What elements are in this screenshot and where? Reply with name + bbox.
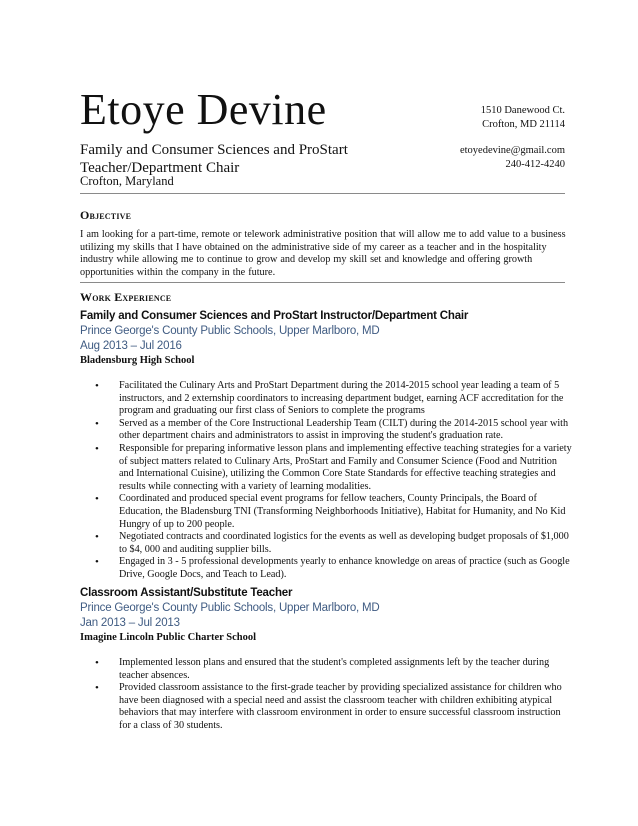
job-school: Imagine Lincoln Public Charter School [80,632,256,643]
duty-item: • Engaged in 3 - 5 professional developments yearly to enhance knowledge on areas of practice (such as Google Drive, Google Docs, and Teach to Lead). [119,556,574,581]
job-title: Family and Consumer Sciences and ProStart Instructor/Department Chair [80,310,469,322]
duty-item: • Served as a member of the Core Instructional Leadership Team (CILT) during the 2014-2015 school year with other department chairs and administrators to assist in improving the student's graduation rate. [119,418,574,443]
job-entry [80,586,570,733]
address-line-1: 1510 Danewood Ct. [480,105,565,116]
contact-block [460,104,565,172]
duty-item: • Negotiated contracts and coordinated logistics for the events as well as developing budget proposals of $1,000 to $4, 000 and auditing supplier bills. [119,531,574,556]
title-line-1: Family and Consumer Sciences and ProStart [80,142,348,158]
candidate-title [80,141,410,177]
address-line-2: Crofton, MD 21114 [482,119,565,130]
duty-item: • Coordinated and produced special event programs for fellow teachers, County Principals, the Board of Education, the Bladensburg TNI (Transforming Neighborhoods Initiative), Habitat for Humanity, and No Kid Hungry of up to 200 people. [119,493,574,531]
job-entry [80,309,570,582]
job-dates: Aug 2013 – Jul 2016 [80,340,182,352]
job-duties-list [80,380,570,582]
job-dates: Jan 2013 – Jul 2013 [80,617,180,629]
objective-divider [80,282,565,283]
duty-item: • Facilitated the Culinary Arts and ProStart Department during the 2014-2015 school year leading a team of 5 instructors, and 2 externship coordinators to increasing department budget, earning ACF accreditation for the program and graduating our first class of Seniors to complete the programs [119,380,574,418]
header-divider [80,193,565,194]
duty-item: • Implemented lesson plans and ensured that the student's completed assignments left by the teacher during teacher absences. [119,657,574,682]
job-title: Classroom Assistant/Substitute Teacher [80,587,293,599]
job-organization: Prince George's County Public Schools, Upper Marlboro, MD [80,325,380,337]
candidate-name: Etoye Devine [80,85,327,134]
candidate-location: Crofton, Maryland [80,174,174,188]
work-experience-heading: Work Experience [80,290,172,304]
job-school: Bladensburg High School [80,355,195,366]
duty-item: • Responsible for preparing informative lesson plans and implementing effective teaching strategies for a variety of subject matters related to Culinary Arts, ProStart and Family and Consumer Science (Food and Nutrition and International Cuisine), utilizing the Common Core State Standards for effective teaching strategies and results while connecting with a variety of learning modalities. [119,443,574,493]
objective-text: I am looking for a part-time, remote or telework administrative position that will allow me to add value to a business utilizing my skills that I have obtained on the administrative side of my career as a teacher and in the hospitality industry while allowing me to continue to grow and develop my skill set and knowledge and offering growth opportunities within the company in the future. [80,229,566,278]
duty-item: • Provided classroom assistance to the first-grade teacher by providing specialized assistance for children who have been diagnosed with a special need and assist the classroom teacher with children exhibiting atypical behaviors that may interfere with classroom environment in order to ensure successful classroom instruction for a class of 30 students. [119,682,574,732]
email-address: etoyedevine@gmail.com [459,145,565,156]
job-duties-list [80,657,570,733]
objective-heading: Objective [80,208,132,222]
phone-number: 240-412-4240 [505,159,565,170]
title-line-2: Teacher/Department Chair [80,160,240,176]
job-organization: Prince George's County Public Schools, Upper Marlboro, MD [80,602,380,614]
